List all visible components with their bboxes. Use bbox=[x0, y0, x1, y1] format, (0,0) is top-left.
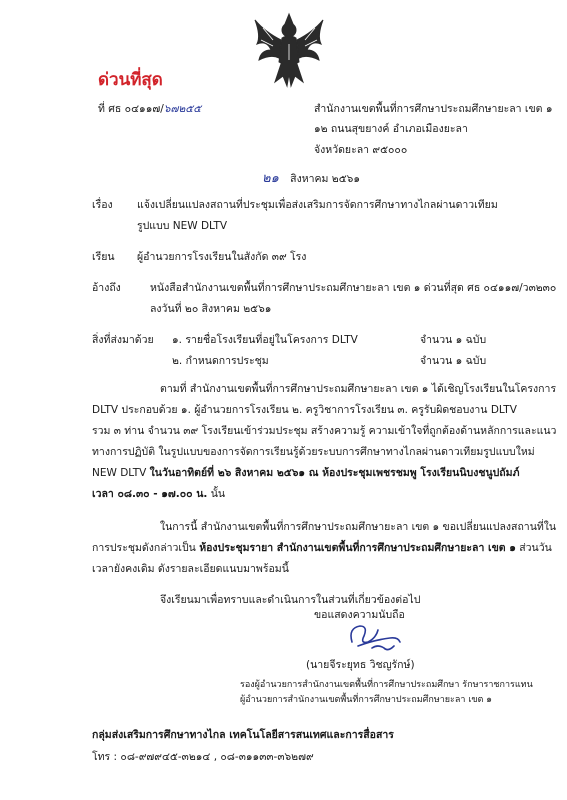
signer-title-line1: รองผู้อำนวยการสำนักงานเขตพื้นที่การศึกษาประถมศึกษา รักษาราชการแทน bbox=[240, 680, 533, 690]
body-para1-line5-lead: NEW DLTV bbox=[92, 467, 150, 479]
body-para1-line3: รวม ๓ ท่าน จำนวน ๓๙ โรงเรียนเข้าร่วมประชุม สร้างความรู้ ความเข้าใจที่ถูกต้องด้านหลักการและแนว bbox=[92, 425, 557, 437]
body-para2-line3: เวลายังคงเดิม ดังรายละเอียดแนบมาพร้อมนี้ bbox=[92, 563, 289, 575]
subject-line2: รูปแบบ NEW DLTV bbox=[137, 220, 228, 232]
document-number-handwritten: ๖๗๒๕๕ bbox=[163, 103, 202, 115]
body-para2-line2 bbox=[92, 539, 552, 556]
reference-line2: ลงวันที่ ๒๐ สิงหาคม ๒๕๖๑ bbox=[150, 303, 272, 315]
signature-image bbox=[338, 618, 408, 658]
body-para1-line5-bold: ในวันอาทิตย์ที่ ๒๖ สิงหาคม ๒๕๖๑ ณ ห้องประชุมเพชรชมพู โรงเรียนนิบงชนูปถัมภ์ bbox=[149, 467, 520, 479]
subject-line1: แจ้งเปลี่ยนแปลงสถานที่ประชุมเพื่อส่งเสริมการจัดการศึกษาทางไกลผ่านดาวเทียม bbox=[137, 199, 498, 211]
enclosure-item: ๑. รายชื่อโรงเรียนที่อยู่ในโครงการ DLTV bbox=[172, 334, 358, 346]
sender-address-line1: สำนักงานเขตพื้นที่การศึกษาประถมศึกษายะลา เขต ๑ bbox=[314, 103, 553, 115]
document-number-prefix: ที่ ศธ ๐๔๑๑๗/ bbox=[98, 103, 164, 115]
body-para1-line1: ตามที่ สำนักงานเขตพื้นที่การศึกษาประถมศึกษายะลา เขต ๑ ได้เชิญโรงเรียนในโครงการ bbox=[160, 383, 557, 395]
urgency-label: ด่วนที่สุด bbox=[98, 70, 163, 90]
signer-title-line2: ผู้อำนวยการสำนักงานเขตพื้นที่การศึกษาประถมศึกษายะลา เขต ๑ bbox=[240, 695, 492, 705]
footer-department: กลุ่มส่งเสริมการศึกษาทางไกล เทคโนโลยีสารสนเทศและการสื่อสาร bbox=[92, 729, 394, 741]
signer-name: (นายจีระยุทธ วิชญรักษ์) bbox=[306, 659, 415, 671]
reference-line1: หนังสือสำนักงานเขตพื้นที่การศึกษาประถมศึกษายะลา เขต ๑ ด่วนที่สุด ศธ ๐๔๑๑๗/ว๓๒๓๐ bbox=[150, 282, 557, 294]
enclosure-qty: จำนวน ๑ ฉบับ bbox=[420, 355, 487, 367]
reference-label: อ้างถึง bbox=[92, 282, 121, 294]
enclosure-qty: จำนวน ๑ ฉบับ bbox=[420, 334, 487, 346]
body-para2-line1: ในการนี้ สำนักงานเขตพื้นที่การศึกษาประถมศึกษายะลา เขต ๑ ขอเปลี่ยนแปลงสถานที่ใน bbox=[160, 521, 557, 533]
body-para1-line6-bold: เวลา ๐๘.๓๐ - ๑๗.๐๐ น. bbox=[92, 488, 208, 500]
body-para1-line6 bbox=[92, 485, 225, 502]
body-para1-line5 bbox=[92, 464, 520, 481]
subject-label: เรื่อง bbox=[92, 199, 113, 211]
sender-address-line2: ๑๒ ถนนสุขยางค์ อำเภอเมืองยะลา bbox=[314, 123, 468, 135]
footer-phone: โทร : ๐๘-๙๗๙๔๕-๓๒๑๔ , ๐๘-๓๑๑๓๓-๓๖๒๗๙ bbox=[92, 751, 314, 763]
body-para2-line2-bold: ห้องประชุมรายา สำนักงานเขตพื้นที่การศึกษาประถมศึกษายะลา เขต ๑ bbox=[199, 542, 516, 554]
enclosures-label: สิ่งที่ส่งมาด้วย bbox=[92, 334, 154, 346]
body-para1-line4: ทางการปฏิบัติ ในรูปแบบของการจัดการเรียนรู้ด้วยระบบการศึกษาทางไกลผ่านดาวเทียมรูปแบบใหม่ bbox=[92, 446, 535, 458]
date-month-year: สิงหาคม ๒๕๖๑ bbox=[290, 173, 361, 185]
recipient-label: เรียน bbox=[92, 251, 115, 263]
garuda-emblem bbox=[251, 10, 327, 90]
document-date bbox=[262, 167, 360, 188]
body-para3: จึงเรียนมาเพื่อทราบและดำเนินการในส่วนที่เกี่ยวข้องต่อไป bbox=[160, 594, 421, 606]
recipient-text: ผู้อำนวยการโรงเรียนในสังกัด ๓๙ โรง bbox=[137, 251, 307, 263]
sender-address-line3: จังหวัดยะลา ๙๕๐๐๐ bbox=[314, 144, 408, 156]
document-number bbox=[98, 100, 201, 117]
enclosure-item: ๒. กำหนดการประชุม bbox=[172, 355, 269, 367]
body-para2-line2-lead: การประชุมดังกล่าวเป็น bbox=[92, 542, 200, 554]
body-para1-line6-tail: นั้น bbox=[207, 488, 226, 500]
body-para1-line2: DLTV ประกอบด้วย ๑. ผู้อำนวยการโรงเรียน ๒. ครูวิชาการโรงเรียน ๓. ครูรับผิดชอบงาน DLTV bbox=[92, 404, 517, 416]
closing-text: ขอแสดงความนับถือ bbox=[314, 609, 405, 621]
body-para2-line2-tail: ส่วนวัน bbox=[515, 542, 552, 554]
date-day-handwritten: ๒๑ bbox=[262, 171, 279, 186]
